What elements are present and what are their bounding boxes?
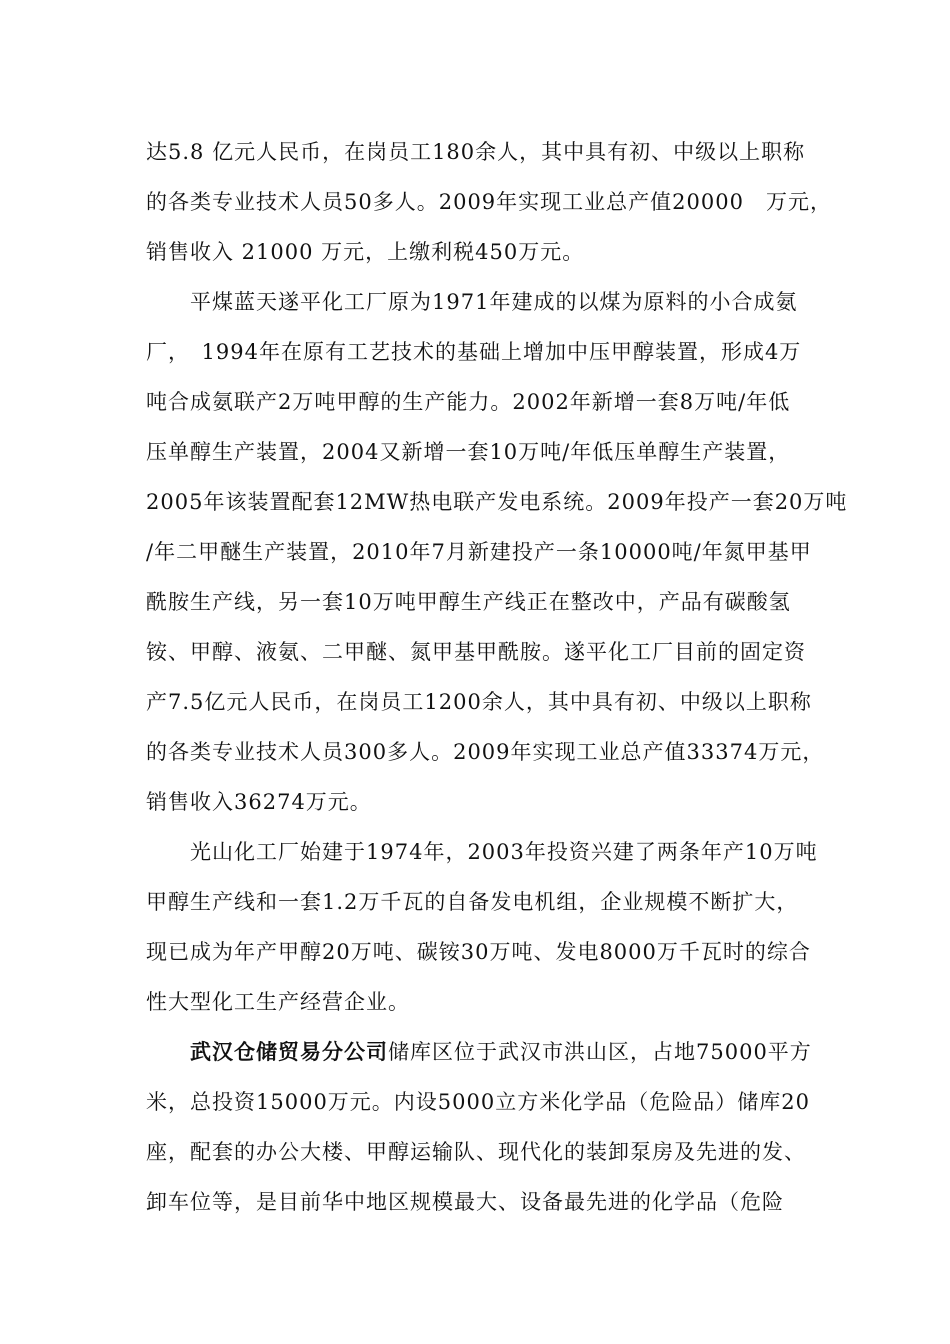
text-line: 厂， 1994年在原有工艺技术的基础上增加中压甲醇装置，形成4万 (146, 340, 802, 364)
text-line: 吨合成氨联产2万吨甲醇的生产能力。2002年新增一套8万吨/年低 (146, 390, 791, 414)
text-line: 光山化工厂始建于1974年，2003年投资兴建了两条年产10万吨 (190, 840, 818, 864)
text-line: 现已成为年产甲醇20万吨、碳铵30万吨、发电8000万千瓦时的综合 (146, 940, 811, 964)
text-span: 储库区位于武汉市洪山区，占地75000平方 (388, 1040, 812, 1064)
text-line: 2005年该装置配套12MW热电联产发电系统。2009年投产一套20万吨 (146, 490, 848, 514)
text-line (190, 1032, 890, 1072)
text-line: 性大型化工生产经营企业。 (146, 990, 410, 1014)
text-line: 座，配套的办公大楼、甲醇运输队、现代化的装卸泵房及先进的发、 (146, 1140, 806, 1164)
text-line: 平煤蓝天遂平化工厂原为1971年建成的以煤为原料的小合成氨 (190, 290, 798, 314)
text-line: /年二甲醚生产装置，2010年7月新建投产一条10000吨/年氮甲基甲 (146, 540, 812, 564)
text-line: 米，总投资15000万元。内设5000立方米化学品（危险品）储库20 (146, 1090, 810, 1114)
text-line: 销售收入 21000 万元，上缴利税450万元。 (146, 240, 585, 264)
text-line: 卸车位等，是目前华中地区规模最大、设备最先进的化学品（危险 (146, 1190, 784, 1214)
text-line: 的各类专业技术人员50多人。2009年实现工业总产值20000 万元， (146, 190, 832, 214)
company-name: 武汉仓储贸易分公司 (190, 1040, 388, 1064)
text-line: 铵、甲醇、液氨、二甲醚、氮甲基甲酰胺。遂平化工厂目前的固定资 (146, 640, 806, 664)
text-line: 达5.8 亿元人民币，在岗员工180余人，其中具有初、中级以上职称 (146, 140, 806, 164)
text-line: 甲醇生产线和一套1.2万千瓦的自备发电机组，企业规模不断扩大， (146, 890, 799, 914)
text-line: 销售收入36274万元。 (146, 790, 372, 814)
text-line: 产7.5亿元人民币，在岗员工1200余人，其中具有初、中级以上职称 (146, 690, 812, 714)
text-line: 的各类专业技术人员300多人。2009年实现工业总产值33374万元， (146, 740, 825, 764)
text-line: 压单醇生产装置，2004又新增一套10万吨/年低压单醇生产装置， (146, 440, 791, 464)
text-line: 酰胺生产线，另一套10万吨甲醇生产线正在整改中，产品有碳酸氢 (146, 590, 791, 614)
